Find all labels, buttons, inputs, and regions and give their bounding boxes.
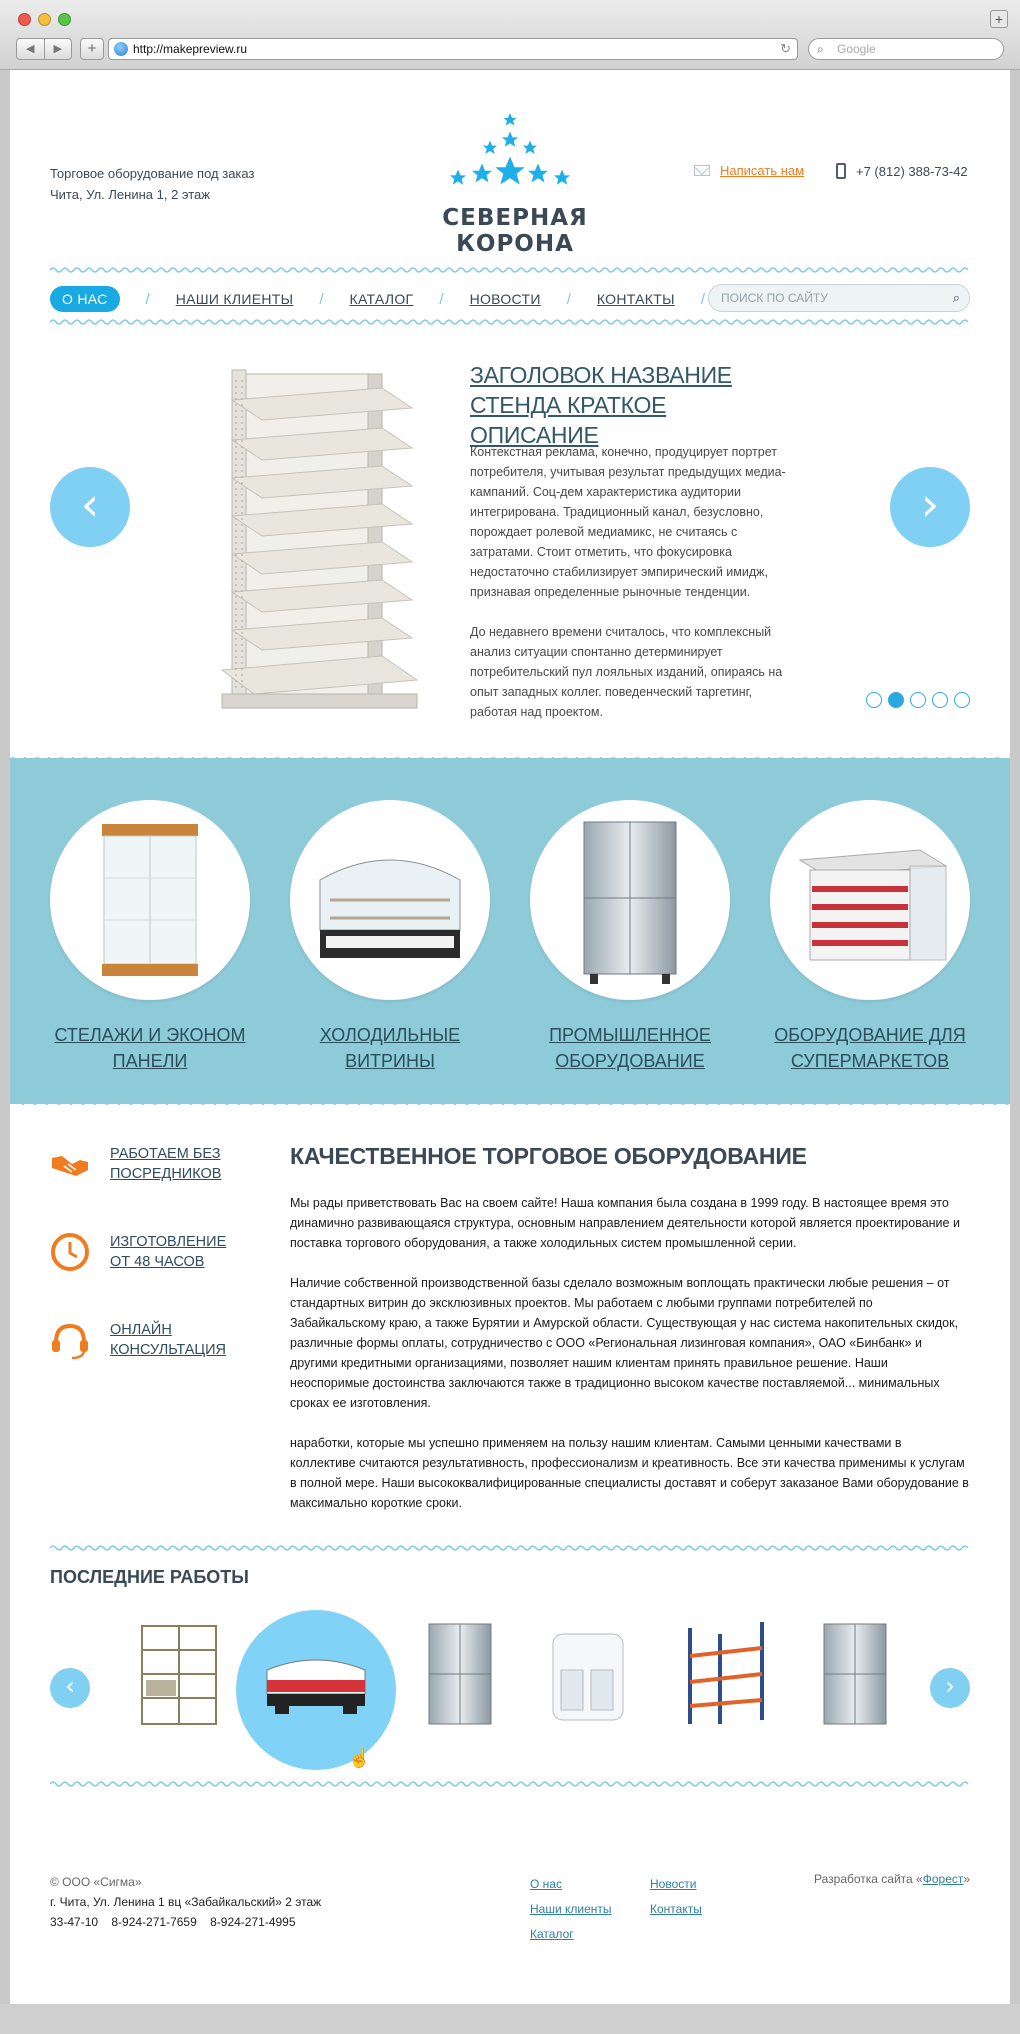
wavy-divider-works-top bbox=[50, 1544, 970, 1552]
work-item-pallet-rack[interactable] bbox=[672, 1620, 782, 1730]
address-bar[interactable] bbox=[108, 38, 798, 60]
feature-label-line1: ИЗГОТОВЛЕНИЕ bbox=[110, 1234, 227, 1250]
footer-developer bbox=[814, 1872, 970, 1886]
works-next-button[interactable]: › bbox=[930, 1668, 970, 1708]
logo[interactable] bbox=[380, 110, 650, 257]
logo-name: СЕВЕРНАЯ КОРОНА bbox=[442, 205, 588, 257]
zoom-window-button[interactable] bbox=[58, 13, 71, 26]
work-item-metal-shelving[interactable] bbox=[124, 1620, 234, 1730]
slider-dot-5[interactable] bbox=[954, 692, 970, 708]
feature-label-line2: ОТ 48 ЧАСОВ bbox=[110, 1254, 205, 1270]
footer-copyright: © ООО «Сигма» bbox=[50, 1875, 142, 1889]
refrigerated-showcase-icon bbox=[290, 800, 490, 1000]
phone-number: +7 (812) 388-73-42 bbox=[856, 163, 968, 179]
search-icon[interactable]: ⌕ bbox=[952, 290, 960, 305]
wavy-divider-works-bottom bbox=[50, 1780, 970, 1788]
feature-label-line2: ПОСРЕДНИКОВ bbox=[110, 1166, 222, 1182]
dev-link[interactable]: Форест bbox=[922, 1872, 964, 1886]
footer-link-clients[interactable]: Наши клиенты bbox=[530, 1902, 612, 1916]
search-icon: ⌕ bbox=[817, 42, 824, 56]
slide-image-shelf-rack bbox=[192, 360, 432, 730]
write-us-link[interactable]: Написать нам bbox=[720, 163, 805, 178]
supermarket-fridge-rack-icon bbox=[770, 800, 970, 1000]
footer-phones: 33-47-10 8-924-271-7659 8-924-271-4995 bbox=[50, 1915, 296, 1929]
category-image-showcase[interactable] bbox=[50, 800, 250, 1000]
clock-icon bbox=[50, 1232, 90, 1272]
industrial-fridge-icon bbox=[530, 800, 730, 1000]
feature-label-line2: КОНСУЛЬТАЦИЯ bbox=[110, 1342, 226, 1358]
footer-links-col1 bbox=[530, 1872, 612, 1947]
about-paragraph-1: Мы рады приветствовать Вас на своем сайте! Наша компания была создана в 1999 году. В настоящее время это динамично развивающаяся структура, основным направлением деятельности которой является проектирование и поставка торгового оборудования, а также холодильных систем промышленной серии. bbox=[290, 1196, 960, 1250]
menu-item-about[interactable]: О НАС bbox=[50, 286, 120, 312]
globe-icon bbox=[114, 42, 128, 56]
header-address bbox=[50, 163, 254, 205]
category-label-shelving[interactable] bbox=[50, 1022, 250, 1074]
slide-description bbox=[470, 442, 800, 722]
feature-label[interactable] bbox=[110, 1320, 226, 1360]
category-shelving[interactable] bbox=[50, 800, 250, 1074]
slide-title[interactable]: ЗАГОЛОВОК НАЗВАНИЕ СТЕНДА КРАТКОЕ ОПИСАНИЕ bbox=[470, 362, 732, 448]
menu-item-contacts[interactable]: КОНТАКТЫ bbox=[596, 291, 675, 307]
feature-no-intermediaries[interactable] bbox=[50, 1144, 221, 1184]
category-refrigerated-showcases[interactable] bbox=[290, 800, 490, 1074]
menu-separator: / bbox=[700, 290, 705, 308]
address-line-2: Чита, Ул. Ленина 1, 2 этаж bbox=[50, 187, 210, 202]
about-title: КАЧЕСТВЕННОЕ ТОРГОВОЕ ОБОРУДОВАНИЕ bbox=[290, 1143, 807, 1169]
headset-icon bbox=[50, 1320, 90, 1360]
reload-icon[interactable]: ↻ bbox=[780, 41, 791, 56]
category-label-line1: СТЕЛАЖИ И ЭКОНОМ bbox=[54, 1025, 246, 1045]
footer-link-about[interactable]: О нас bbox=[530, 1877, 562, 1891]
back-button[interactable]: ◀ bbox=[26, 43, 35, 55]
slider-next-button[interactable]: › bbox=[890, 467, 970, 547]
category-label-line2: ОБОРУДОВАНИЕ bbox=[555, 1051, 705, 1071]
menu-item-clients[interactable]: НАШИ КЛИЕНТЫ bbox=[175, 291, 294, 307]
footer-link-catalog[interactable]: Каталог bbox=[530, 1927, 574, 1941]
category-label-line2: ПАНЕЛИ bbox=[112, 1051, 188, 1071]
work-item-steel-fridge[interactable] bbox=[405, 1620, 515, 1730]
slider-dot-3[interactable] bbox=[910, 692, 926, 708]
menu-separator: / bbox=[145, 290, 150, 308]
menu-separator: / bbox=[319, 290, 324, 308]
category-label-line1: ХОЛОДИЛЬНЫЕ bbox=[319, 1025, 461, 1045]
about-paragraph-3: наработки, которые мы успешно применяем на пользу нашим клиентам. Самыми ценными качествами в коллективе считаются результативность, профессионализм и креативность. Все эти качества применимы к услугам в полной мере. Наши высококвалифицированные специалисты доставят и соберут заказаное Вами оборудование в максимально короткие сроки. bbox=[290, 1436, 969, 1510]
category-label-supermarket[interactable] bbox=[770, 1022, 970, 1074]
browser-search-field[interactable] bbox=[808, 38, 1004, 60]
works-prev-button[interactable]: ‹ bbox=[50, 1668, 90, 1708]
slider-pagination bbox=[866, 692, 970, 708]
new-tab-button[interactable]: + bbox=[990, 10, 1008, 28]
work-item-glass-fridge[interactable] bbox=[533, 1620, 643, 1730]
forward-button[interactable]: ▶ bbox=[44, 39, 72, 59]
menu-item-catalog[interactable]: КАТАЛОГ bbox=[349, 291, 414, 307]
handshake-icon bbox=[50, 1144, 90, 1184]
works-title: ПОСЛЕДНИЕ РАБОТЫ bbox=[50, 1567, 249, 1587]
address-line-1: Торговое оборудование под заказ bbox=[50, 166, 255, 181]
slide-paragraph-2: До недавнего времени считалось, что комплексный анализ ситуации спонтанно детерминирует потребительский пул лояльных изданий, опираясь на опыт западных коллег. поведенческий таргетинг, работая над проектом. bbox=[470, 625, 783, 719]
window-frame-left bbox=[0, 70, 10, 2004]
category-label-line2: ВИТРИНЫ bbox=[345, 1051, 435, 1071]
category-label-industrial[interactable] bbox=[530, 1022, 730, 1074]
history-nav bbox=[16, 38, 72, 60]
menu-separator: / bbox=[566, 290, 571, 308]
phone-icon bbox=[836, 163, 846, 179]
write-us bbox=[694, 163, 804, 178]
feature-label[interactable] bbox=[110, 1232, 226, 1272]
url-text: http://makepreview.ru bbox=[133, 42, 248, 56]
slider-prev-button[interactable]: ‹ bbox=[50, 467, 130, 547]
category-label-line1: ОБОРУДОВАНИЕ ДЛЯ bbox=[774, 1025, 966, 1045]
stars-logo-icon bbox=[380, 110, 650, 202]
phone-contact bbox=[836, 163, 968, 179]
about-text bbox=[290, 1193, 970, 1513]
footer-info bbox=[50, 1872, 321, 1932]
footer-link-news[interactable]: Новости bbox=[650, 1877, 697, 1891]
hand-cursor-icon: ☝ bbox=[348, 1748, 371, 1768]
wavy-divider-top bbox=[50, 266, 970, 274]
site-search-placeholder: ПОИСК ПО САЙТУ bbox=[721, 291, 828, 305]
category-industrial-equipment[interactable] bbox=[530, 800, 730, 1074]
window-frame-right bbox=[1010, 70, 1020, 2004]
about-paragraph-2: Наличие собственной производственной базы сделало возможным воплощать практически любые решения – от стандартных витрин до эксклюзивных проектов. Мы работаем с любыми группами потребителей по Забайкальскому краю, а также Бурятии и Амурской области. Существующая у нас система накопительных скидок, различные формы оплаты, сотрудничество с ООО «Региональная лизинговая компания», ОАО «Бинбанк» и другими кредитными организациями, позволяет нашим клиентам принять правильное решение. Наши неоспоримые достоинства заключаются также в традиционно высоком качестве поставляемой... минимальных сроках ее изготовления. bbox=[290, 1276, 959, 1410]
feature-online-consultation[interactable] bbox=[50, 1320, 226, 1360]
category-image-fridge-showcase[interactable] bbox=[290, 800, 490, 1000]
work-item-steel-fridge-2[interactable] bbox=[800, 1620, 910, 1730]
add-bookmark-button[interactable]: + bbox=[80, 38, 104, 60]
category-supermarket-equipment[interactable] bbox=[770, 800, 970, 1074]
category-image-industrial-fridge[interactable] bbox=[530, 800, 730, 1000]
work-item-refrigerated-counter[interactable] bbox=[261, 1620, 371, 1730]
slider-dot-2[interactable] bbox=[888, 692, 904, 708]
footer-address: г. Чита, Ул. Ленина 1 вц «Забайкальский» 2 этаж bbox=[50, 1895, 322, 1909]
wavy-divider-menu-bottom bbox=[50, 318, 970, 326]
menu-separator: / bbox=[439, 290, 444, 308]
category-image-supermarket-rack[interactable] bbox=[770, 800, 970, 1000]
feature-production-48h[interactable] bbox=[50, 1232, 226, 1272]
site-search-input[interactable] bbox=[708, 284, 970, 312]
feature-label-line1: РАБОТАЕМ БЕЗ bbox=[110, 1146, 221, 1162]
slider-dot-4[interactable] bbox=[932, 692, 948, 708]
window-frame-bottom bbox=[0, 2004, 1020, 2034]
menu-item-news[interactable]: НОВОСТИ bbox=[469, 291, 541, 307]
band-wave-bottom bbox=[10, 1100, 1010, 1108]
feature-label[interactable] bbox=[110, 1144, 221, 1184]
category-label-refrigerated[interactable] bbox=[290, 1022, 490, 1074]
footer-link-contacts[interactable]: Контакты bbox=[650, 1902, 702, 1916]
band-wave-top bbox=[10, 754, 1010, 762]
browser-search-placeholder: Google bbox=[837, 42, 876, 56]
slide-paragraph-1: Контекстная реклама, конечно, продуцирует портрет потребителя, учитывая результат предыдущих медиа-кампаний. Соц-дем характеристика аудитории интегрирована. Традиционный канал, безусловно, порождает ролевой медиамикс, не считаясь с затратами. Стоит отметить, что фокусировка недостаточно стабилизирует эмпирический имидж, признавая определенные рыночные тенденции. bbox=[470, 445, 786, 599]
dev-suffix: » bbox=[963, 1872, 971, 1886]
category-label-line2: СУПЕРМАРКЕТОВ bbox=[790, 1051, 950, 1071]
slider-dot-1[interactable] bbox=[866, 692, 882, 708]
footer-links-col2 bbox=[650, 1872, 702, 1922]
glass-showcase-icon bbox=[50, 800, 250, 1000]
envelope-icon bbox=[694, 165, 710, 176]
minimize-window-button[interactable] bbox=[38, 13, 51, 26]
close-window-button[interactable] bbox=[18, 13, 31, 26]
browser-toolbar bbox=[0, 0, 1020, 70]
dev-prefix: Разработка сайта « bbox=[814, 1872, 923, 1886]
category-label-line1: ПРОМЫШЛЕННОЕ bbox=[549, 1025, 711, 1045]
feature-label-line1: ОНЛАЙН bbox=[110, 1322, 172, 1338]
